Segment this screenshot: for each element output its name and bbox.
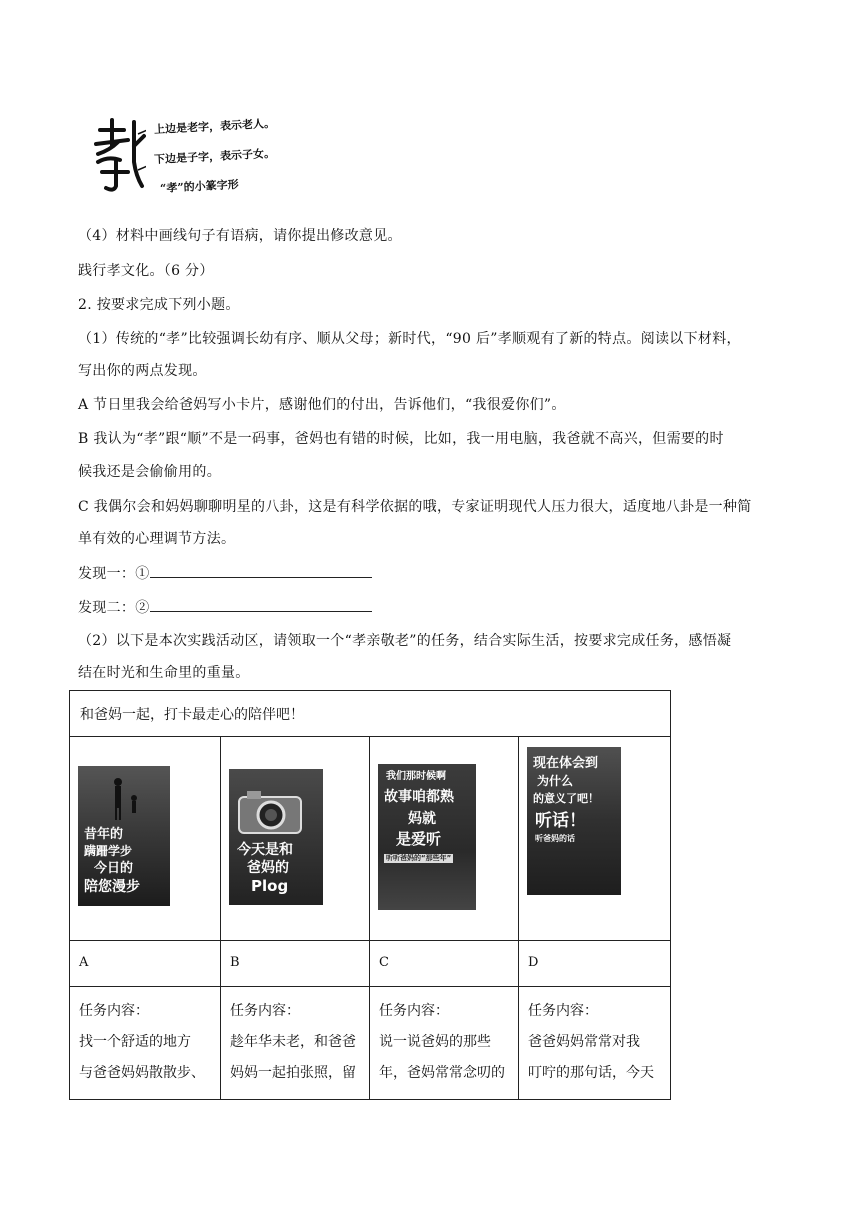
- poster-a-line-1: 昔年的: [84, 827, 124, 842]
- finding-2: [78, 597, 372, 618]
- walking-figures-icon: [106, 776, 146, 822]
- option-letter: D: [528, 955, 539, 970]
- material-b-line2: 候我还是会偷偷用的。: [78, 464, 221, 480]
- table-header-text: 和爸妈一起，打卡最走心的陪伴吧！: [80, 707, 304, 723]
- letter-cell: [221, 940, 370, 987]
- task-line-1: 趁年华未老，和爸爸: [230, 1034, 356, 1050]
- task-column-a: [70, 736, 220, 1100]
- poster-d-line-5: 听爸妈的话: [535, 834, 575, 843]
- letter-cell: [370, 940, 519, 987]
- material-a: A 节日里我会给爸妈写小卡片，感谢他们的付出，告诉他们，“我很爱你们”。: [78, 397, 566, 413]
- task-line-2: 妈妈一起拍张照，留: [230, 1065, 356, 1081]
- poster-d-line-2: 为什么: [537, 774, 574, 788]
- task-cell: [519, 986, 670, 1100]
- image-cell: [519, 736, 670, 941]
- poster-b-line-2: 爸妈的: [247, 860, 289, 876]
- material-c-line1: C 我偶尔会和妈妈聊聊明星的八卦，这是有科学依据的哦，专家证明现代人压力很大，适度地八卦是一种简: [78, 499, 752, 515]
- task-column-b: [220, 736, 370, 1100]
- task-line-1: 找一个舒适的地方: [79, 1034, 191, 1050]
- poster-c-line-3: 妈就: [408, 811, 436, 827]
- poster-d-line-4: 听话！: [535, 811, 586, 831]
- question-2-1-line2: 写出你的两点发现。: [78, 363, 207, 379]
- question-2: 2. 按要求完成下列小题。: [78, 297, 240, 313]
- task-cell: [370, 986, 519, 1100]
- finding-1-label: 发现一：①: [78, 566, 150, 582]
- poster-a-line-4: 陪您漫步: [84, 879, 140, 895]
- seal-script-xiao-glyph: [90, 116, 146, 194]
- task-label: 任务内容：: [379, 1003, 449, 1019]
- option-letter: C: [379, 955, 389, 970]
- table-header: [70, 691, 670, 737]
- seal-script-figure: [90, 108, 290, 208]
- poster-c-line-5: 听听爸妈的“那些年”: [386, 854, 452, 862]
- letter-cell: [519, 940, 670, 987]
- poster-b: [229, 769, 323, 905]
- task-label: 任务内容：: [528, 1003, 598, 1019]
- material-b-line1: B 我认为“孝”跟“顺”不是一码事，爸妈也有错的时候，比如，我一用电脑，我爸就不高兴，但需要的时: [78, 431, 724, 447]
- finding-2-label: 发现二：②: [78, 600, 150, 616]
- task-line-2: 年，爸妈常常念叨的: [379, 1065, 505, 1081]
- poster-c-line-2: 故事咱都熟: [384, 789, 454, 805]
- finding-1: [78, 563, 372, 584]
- task-label: 任务内容：: [79, 1003, 149, 1019]
- poster-d-line-3: 的意义了吧！: [533, 792, 599, 805]
- task-line-1: 爸爸妈妈常常对我: [528, 1034, 640, 1050]
- poster-a-line-3: 今日的: [94, 861, 134, 876]
- letter-cell: [70, 940, 220, 987]
- task-line-2: 叮咛的那句话，今天: [528, 1065, 654, 1081]
- poster-c-line-4: 是爱听: [396, 830, 442, 848]
- option-letter: B: [230, 955, 240, 970]
- task-table: [69, 690, 671, 1100]
- finding-2-blank[interactable]: [150, 597, 372, 612]
- option-letter: A: [79, 955, 89, 970]
- task-label: 任务内容：: [230, 1003, 300, 1019]
- poster-c: [378, 764, 476, 910]
- poster-a-line-2: 蹒跚学步: [84, 844, 133, 858]
- image-cell: [70, 736, 220, 941]
- poster-b-line-1: 今天是和: [237, 842, 293, 858]
- poster-d-line-1: 现在体会到: [533, 756, 599, 771]
- poster-d: [527, 747, 621, 895]
- annotation-bottom: 下边是子字，表示子女。: [153, 146, 276, 167]
- question-2-2-line1: （2）以下是本次实践活动区，请领取一个“孝亲敬老”的任务，结合实际生活，按要求完成任务，感悟凝: [78, 633, 732, 649]
- section-heading: 践行孝文化。（6 分）: [78, 263, 214, 279]
- poster-a: [78, 766, 170, 906]
- camera-icon: [237, 787, 303, 835]
- poster-c-line-1: 我们那时候啊: [386, 771, 446, 782]
- task-line-1: 说一说爸妈的那些: [379, 1034, 491, 1050]
- annotation-top: 上边是老字，表示老人。: [153, 116, 276, 137]
- task-cell: [221, 986, 370, 1100]
- material-c-line2: 单有效的心理调节方法。: [78, 531, 236, 547]
- task-column-c: [369, 736, 519, 1100]
- question-2-2-line2: 结在时光和生命里的重量。: [78, 665, 250, 681]
- question-2-1-line1: （1）传统的“孝”比较强调长幼有序、顺从父母；新时代，“90 后”孝顺观有了新的特点。阅读以下材料，: [78, 331, 741, 347]
- image-cell: [221, 736, 370, 941]
- finding-1-blank[interactable]: [150, 563, 372, 578]
- task-cell: [70, 986, 220, 1100]
- task-line-2: 与爸爸妈妈散散步、: [79, 1065, 205, 1081]
- question-4: （4）材料中画线句子有语病，请你提出修改意见。: [78, 228, 402, 244]
- task-column-d: [518, 736, 670, 1100]
- poster-b-line-3: Plog: [251, 877, 289, 895]
- figure-caption: “孝”的小篆字形: [159, 177, 239, 196]
- image-cell: [370, 736, 519, 941]
